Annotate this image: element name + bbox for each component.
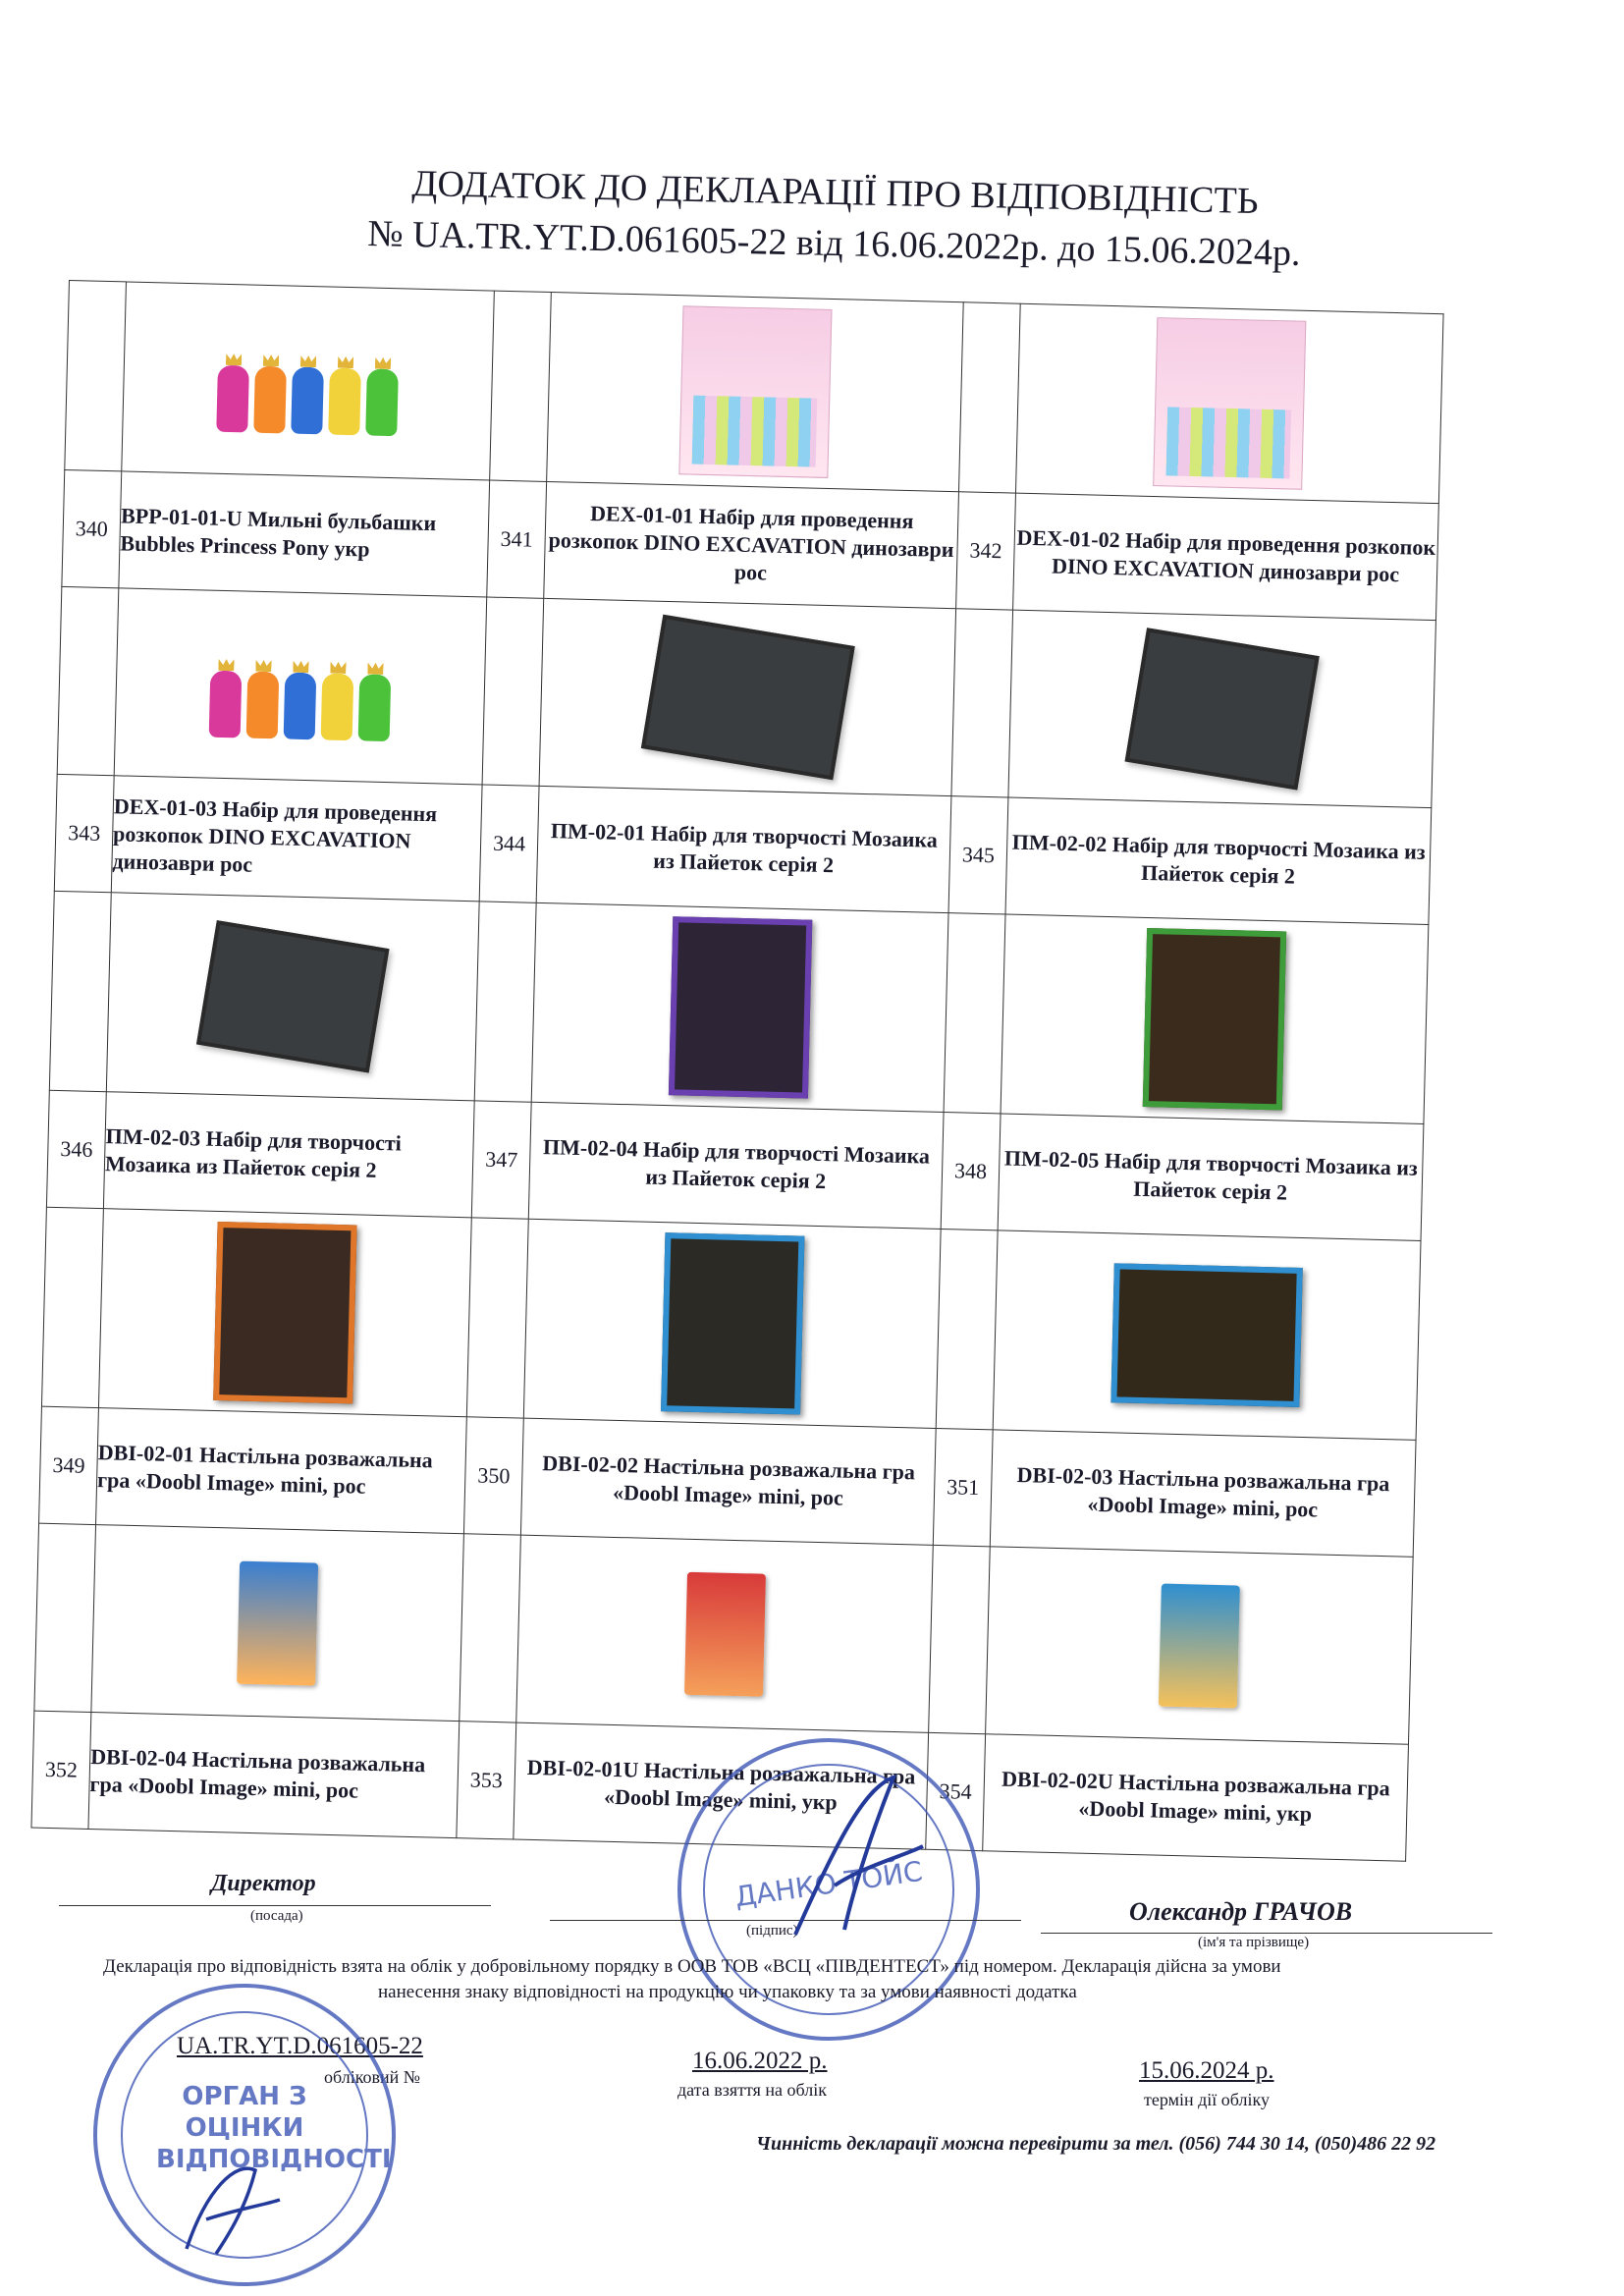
product-photo-345: [1008, 610, 1436, 807]
product-photo-353: [516, 1535, 934, 1732]
image-row: [65, 281, 1443, 504]
item-number: 343: [54, 774, 114, 892]
item-number: 346: [46, 1090, 106, 1208]
item-number: 342: [956, 492, 1016, 610]
item-number: 353: [457, 1722, 516, 1839]
product-photo-347: [531, 902, 948, 1112]
product-photo-348: [1001, 914, 1429, 1123]
item-number: 345: [948, 796, 1008, 914]
item-description: DBI-02-02 Настільна розважальна гра «Doobl Image» mini, рос: [520, 1418, 936, 1545]
image-row: [49, 891, 1429, 1123]
item-description: DBI-02-01U Настільна розважальна гра «Doobl Image» mini, укр: [514, 1722, 929, 1849]
item-number: 340: [62, 469, 122, 587]
product-photo-340: [122, 282, 495, 480]
item-description: DBI-02-01 Настільна розважальна гра «Doobl Image» mini, рос: [96, 1408, 467, 1534]
item-number: 344: [479, 785, 539, 902]
product-photo-343: [114, 588, 487, 785]
product-photo-342: [1015, 303, 1443, 503]
item-description: DEX-01-03 Набір для проведення розкопок DINO EXCAVATION динозаври рос: [111, 776, 482, 902]
item-description: DEX-01-01 Набір для проведення розкопок DINO EXCAVATION динозаври рос: [544, 481, 959, 608]
date-taken-caption: дата взяття на облік: [677, 2080, 827, 2100]
item-description: BPP-01-01-U Мильні бульбашки Bubbles Princess Pony укр: [119, 471, 490, 597]
item-number: 352: [31, 1711, 91, 1829]
item-description: ПМ-02-03 Набір для творчості Мозаика из Пайеток серія 2: [103, 1092, 474, 1218]
date-valid: 15.06.2024 р.: [1139, 2057, 1274, 2084]
item-description: ПМ-02-04 Набір для творчості Мозаика из Пайеток серія 2: [528, 1102, 944, 1229]
product-photo-354: [986, 1547, 1414, 1744]
item-description: ПМ-02-01 Набір для творчості Мозаика из Пайеток серія 2: [536, 786, 951, 912]
item-number: 349: [39, 1406, 99, 1524]
stamp-text: ДАНКО ТОЙС: [732, 1854, 925, 1914]
image-row: [34, 1523, 1413, 1744]
item-number: 341: [487, 480, 547, 598]
footer-note-line-2: нанесення знаку відповідності на продукцію чи упаковку та за умови наявності додатка: [378, 1982, 1077, 2002]
product-photo-351: [993, 1230, 1421, 1440]
stamp-text: ОРГАН З ОЦІНКИ ВІДПОВІДНОСТІ: [156, 2082, 392, 2174]
date-valid-caption: термін дії обліку: [1144, 2090, 1270, 2109]
signature-scribble: [776, 1768, 933, 1944]
item-description: DEX-01-02 Набір для проведення розкопок DINO EXCAVATION динозаври рос: [1013, 493, 1439, 620]
signature-scribble-2: [177, 2151, 285, 2259]
item-description: DBI-02-02U Настільна розважальна гра «Doobl Image» mini, укр: [983, 1734, 1409, 1861]
title-line-1: ДОДАТОК ДО ДЕКЛАРАЦІЇ ПРО ВІДПОВІДНІСТЬ: [411, 162, 1259, 223]
product-photo-352: [91, 1525, 464, 1722]
position-caption: (посада): [250, 1908, 303, 1924]
product-photo-346: [106, 893, 479, 1101]
document-title: [294, 155, 1376, 280]
name-caption: (ім'я та прізвище): [1198, 1935, 1310, 1950]
item-number: 351: [933, 1428, 993, 1546]
date-taken: 16.06.2022 р.: [692, 2048, 828, 2074]
item-number: 354: [926, 1732, 986, 1850]
signature-caption: (підпис): [746, 1923, 798, 1939]
position-label: Директор: [211, 1871, 316, 1896]
item-description: DBI-02-03 Настільна розважальна гра «Doobl Image» mini, рос: [990, 1430, 1416, 1557]
registration-caption: обліковий №: [324, 2067, 420, 2087]
image-row: [41, 1207, 1421, 1440]
item-description: DBI-02-04 Настільна розважальна гра «Doobl Image» mini, рос: [88, 1712, 460, 1837]
item-number: 347: [471, 1101, 531, 1219]
signatory-name: Олександр ГРАЧОВ: [1129, 1897, 1353, 1926]
item-number: 348: [941, 1113, 1001, 1230]
product-photo-344: [539, 598, 956, 795]
footer-note-line-1: Декларація про відповідність взята на облік у добровільному порядку в ООВ ТОВ «ВСЦ «ПІВДЕНТЕСТ» під номером. Декларація дійсна за умови: [103, 1956, 1281, 1977]
registration-number: UA.TR.YT.D.061605-22: [177, 2033, 423, 2059]
product-photo-350: [523, 1219, 941, 1428]
product-photo-341: [547, 293, 964, 492]
verification-note: Чинність декларації можна перевірити за тел. (056) 744 30 14, (050)486 22 92: [756, 2133, 1436, 2155]
item-description: ПМ-02-05 Набір для творчості Мозаика из Пайеток серія 2: [998, 1114, 1424, 1240]
title-line-2: № UA.TR.YT.D.061605-22 від 16.06.2022р. до 15.06.2024р.: [366, 213, 1301, 274]
product-photo-349: [98, 1209, 471, 1417]
products-table: [30, 280, 1442, 1862]
item-description: ПМ-02-02 Набір для творчості Мозаика из Пайеток серія 2: [1005, 797, 1432, 924]
item-number: 350: [463, 1417, 523, 1535]
image-row: [57, 586, 1435, 807]
